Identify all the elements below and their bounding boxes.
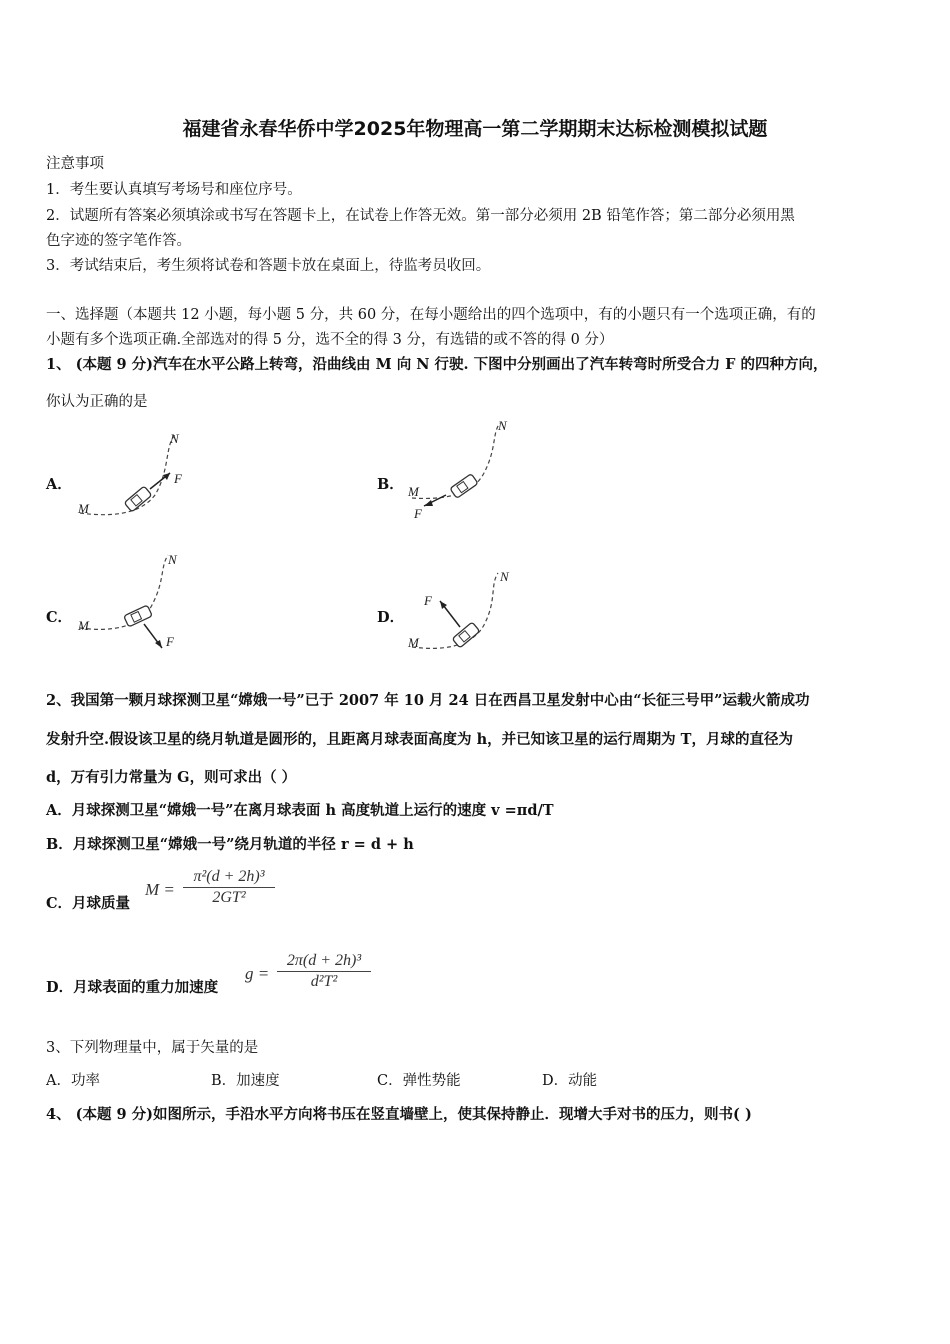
- fraction-denominator: 2GT²: [212, 889, 246, 906]
- arrow-head: [163, 473, 170, 480]
- q2-stem-cont: 发射升空.假设该卫星的绕月轨道是圆形的，且距离月球表面高度为 h，并已知该卫星的运行周期为 T，月球的直径为: [46, 731, 793, 748]
- q1-option-b-figure: [402, 418, 532, 528]
- q1-stem: 1、 (本题 9 分)汽车在水平公路上转弯，沿曲线由 M 向 N 行驶. 下图中分别画出了汽车转弯时所受合力 F 的四种方向，: [46, 356, 828, 373]
- car-icon: [450, 474, 478, 499]
- q1-option-c-label: C．: [46, 609, 73, 626]
- equation-fraction: [183, 868, 275, 907]
- label-f: F: [166, 634, 174, 649]
- section-heading: 一、选择题（本题共 12 小题，每小题 5 分，共 60 分，在每小题给出的四个选项中，有的小题只有一个选项正确，有的: [46, 307, 816, 323]
- q3-stem: 3、下列物理量中，属于矢量的是: [46, 1040, 259, 1056]
- q1-option-b-label: B．: [377, 476, 404, 493]
- q2-option-c: C．月球质量: [46, 895, 131, 912]
- arrow-head: [424, 500, 433, 506]
- equation-lhs: M =: [145, 880, 175, 899]
- q1-option-a-label: A．: [46, 476, 72, 493]
- label-f: F: [174, 471, 182, 486]
- car-icon: [452, 622, 480, 648]
- fraction-bar: [183, 887, 275, 888]
- q2-option-b: B．月球探测卫星“嫦娥一号”绕月轨道的半径 r = d + h: [46, 836, 414, 853]
- q1-option-d-label: D．: [377, 609, 405, 626]
- label-n: N: [168, 552, 177, 567]
- section-heading-cont: 小题有多个选项正确.全部选对的得 5 分，选不全的得 3 分，有选错的或不答的得 0 分）: [46, 332, 614, 348]
- label-f: F: [424, 593, 432, 608]
- fraction-numerator: π²(d + 2h)³: [193, 868, 265, 885]
- q1-option-c-figure: [70, 550, 200, 655]
- q1-option-a-figure: [70, 425, 200, 525]
- q2-stem: 2、我国第一颗月球探测卫星“嫦娥一号”已于 2007 年 10 月 24 日在西昌卫星发射中心由“长征三号甲”运载火箭成功: [46, 692, 810, 709]
- label-n: N: [170, 431, 179, 446]
- notice-item: 3．考试结束后，考生须将试卷和答题卡放在桌面上，待监考员收回。: [46, 258, 491, 274]
- notice-heading: 注意事项: [46, 156, 104, 172]
- equation-lhs: g =: [245, 964, 270, 983]
- label-m: M: [408, 635, 419, 650]
- label-m: M: [78, 618, 89, 633]
- q1-stem-cont: 你认为正确的是: [46, 394, 148, 410]
- label-n: N: [498, 418, 507, 433]
- fraction-numerator: 2π(d + 2h)³: [286, 952, 362, 969]
- fraction-denominator: d²T²: [310, 973, 338, 990]
- q4-stem: 4、 (本题 9 分)如图所示，手沿水平方向将书压在竖直墙壁上，使其保持静止．现增大手对书的压力，则书( ): [46, 1106, 752, 1123]
- notice-item: 2．试题所有答案必须填涂或书写在答题卡上，在试卷上作答无效。第一部分必须用 2B 铅笔作答；第二部分必须用黑: [46, 208, 795, 224]
- q3-option-a: A．功率: [46, 1073, 100, 1089]
- label-f: F: [414, 506, 422, 521]
- car-icon: [124, 605, 153, 627]
- page-title: 福建省永春华侨中学2025年物理高一第二学期期末达标检测模拟试题: [182, 118, 768, 140]
- equation-fraction: [277, 952, 371, 991]
- label-m: M: [408, 484, 419, 499]
- trajectory-path: [80, 555, 168, 629]
- notice-item: 1．考生要认真填写考场号和座位序号。: [46, 182, 302, 198]
- label-m: M: [78, 501, 89, 516]
- q3-option-c: C．弹性势能: [377, 1073, 461, 1089]
- fraction-bar: [277, 971, 371, 972]
- q2-option-d: D．月球表面的重力加速度: [46, 979, 219, 996]
- label-n: N: [500, 569, 509, 584]
- q2-stem-cont: d，万有引力常量为 G，则可求出（ ）: [46, 769, 297, 786]
- q3-option-b: B．加速度: [211, 1073, 280, 1089]
- q2-option-a: A．月球探测卫星“嫦娥一号”在离月球表面 h 高度轨道上运行的速度 v =πd/T: [46, 802, 554, 819]
- q1-option-d-figure: [402, 565, 532, 660]
- notice-item: 色字迹的签字笔作答。: [46, 233, 191, 249]
- q3-option-d: D．动能: [542, 1073, 598, 1089]
